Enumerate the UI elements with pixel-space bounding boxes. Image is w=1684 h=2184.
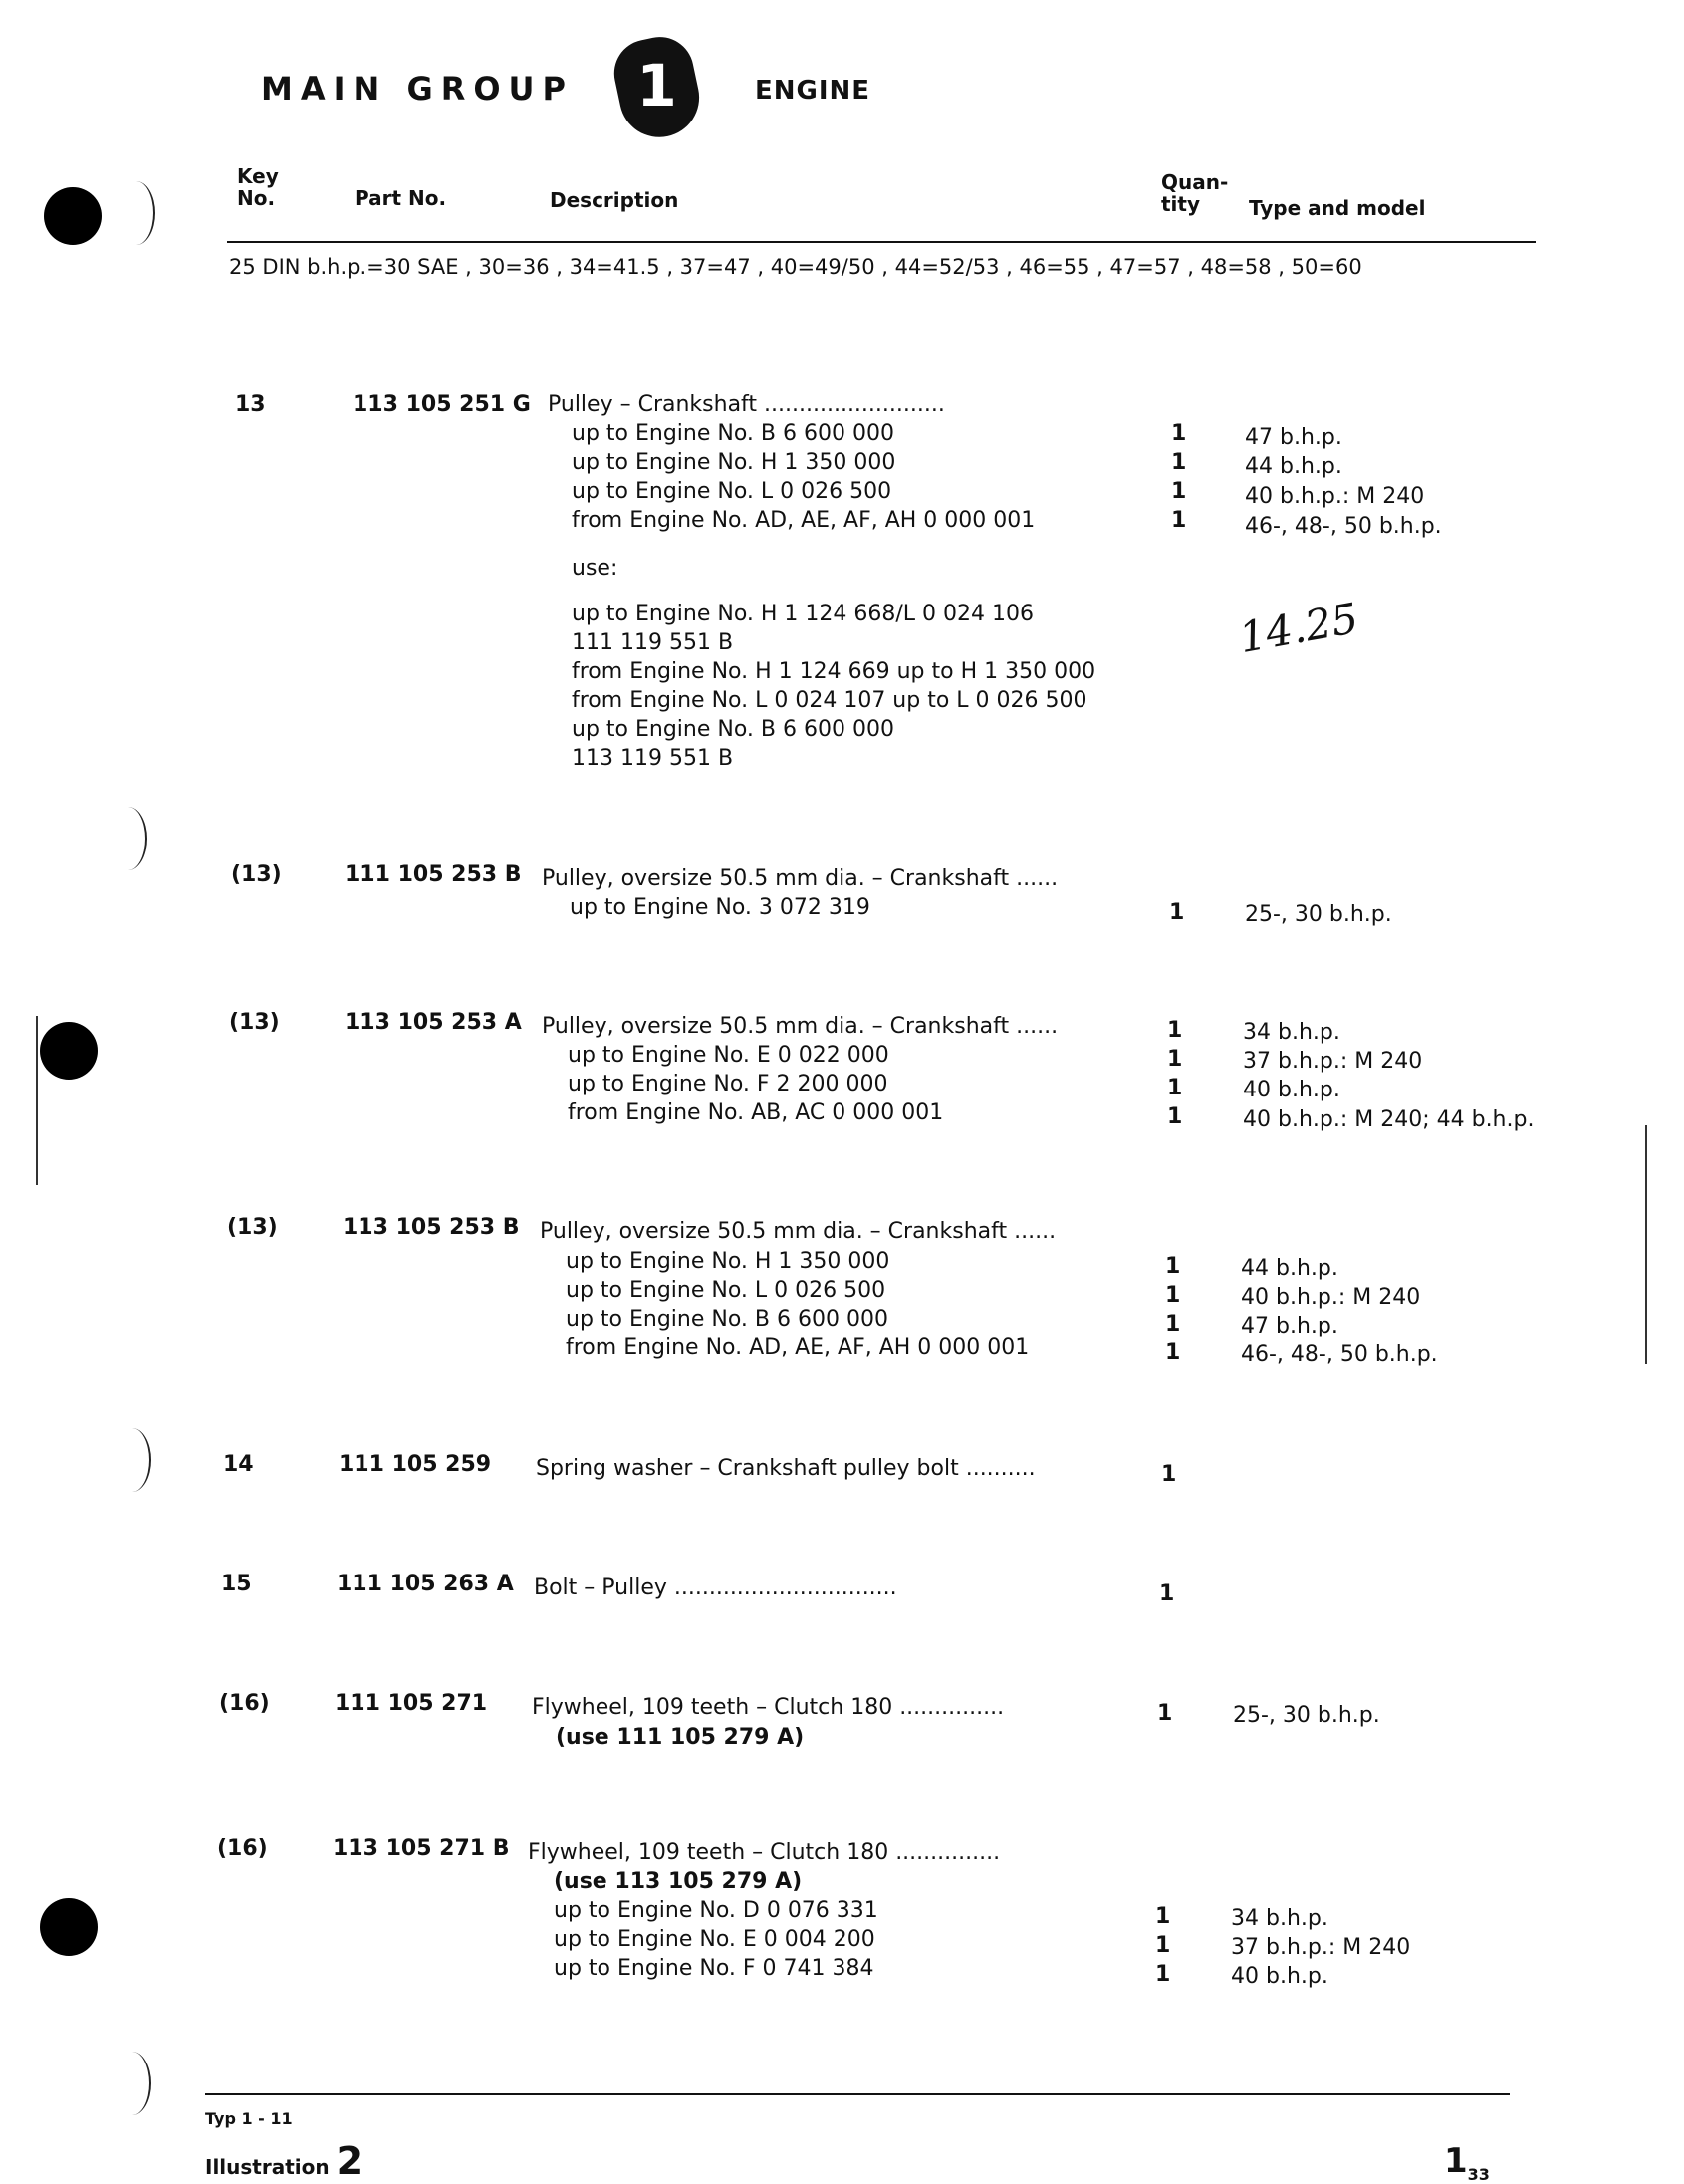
type-model: 34 b.h.p. xyxy=(1231,1906,1328,1931)
key-no: (13) xyxy=(229,1010,280,1035)
footer-typ: Typ 1 - 11 xyxy=(205,2109,293,2128)
applicability-line: up to Engine No. E 0 004 200 xyxy=(554,1927,875,1952)
type-model: 25-, 30 b.h.p. xyxy=(1233,1703,1380,1728)
key-no: 15 xyxy=(221,1572,252,1596)
quantity: 1 xyxy=(1171,479,1187,504)
type-model: 40 b.h.p.: M 240 xyxy=(1245,484,1425,509)
quantity: 1 xyxy=(1155,1933,1171,1958)
part-no: 111 105 259 xyxy=(339,1452,492,1477)
part-no: 113 105 253 B xyxy=(343,1215,520,1240)
conversion-note: 25 DIN b.h.p.=30 SAE , 30=36 , 34=41.5 , 37=47 , 40=49/50 , 44=52/53 , 46=55 , 47=57 , 48=58 , 50=60 xyxy=(229,255,1362,279)
supersession-note: (use 111 105 279 A) xyxy=(556,1725,805,1750)
description: Pulley – Crankshaft .......................... xyxy=(548,392,945,417)
part-no: 111 105 271 xyxy=(335,1691,488,1716)
type-model: 47 b.h.p. xyxy=(1241,1314,1338,1338)
quantity: 1 xyxy=(1171,421,1187,446)
applicability-line: from Engine No. AD, AE, AF, AH 0 000 001 xyxy=(566,1335,1030,1360)
quantity: 1 xyxy=(1165,1312,1181,1336)
part-no: 111 105 263 A xyxy=(337,1572,514,1596)
part-no: 113 105 251 G xyxy=(353,392,531,417)
col-description: Description xyxy=(550,188,679,212)
group-number: 1 xyxy=(636,52,677,121)
applicability-line: up to Engine No. H 1 350 000 xyxy=(572,450,896,475)
page-main: 1 xyxy=(1444,2141,1468,2181)
description: Pulley, oversize 50.5 mm dia. – Crankshaft ...... xyxy=(542,1014,1059,1039)
col-quantity: Quan- tity xyxy=(1161,170,1229,216)
col-key-no: Key No. xyxy=(237,164,279,210)
applicability-line: up to Engine No. D 0 076 331 xyxy=(554,1898,878,1923)
applicability-line: up to Engine No. B 6 600 000 xyxy=(566,1307,888,1332)
type-model: 47 b.h.p. xyxy=(1245,425,1342,450)
col-part-no: Part No. xyxy=(355,186,447,210)
applicability-line: up to Engine No. B 6 600 000 xyxy=(572,421,894,446)
part-no: 113 105 271 B xyxy=(333,1836,510,1861)
type-model: 40 b.h.p.: M 240 xyxy=(1241,1285,1421,1310)
footer-rule xyxy=(205,2093,1510,2095)
page-sub: 33 xyxy=(1467,2164,1490,2184)
quantity: 1 xyxy=(1155,1962,1171,1987)
quantity: 1 xyxy=(1157,1701,1173,1726)
applicability-line: from Engine No. AD, AE, AF, AH 0 000 001 xyxy=(572,508,1036,533)
supersession-note: (use 113 105 279 A) xyxy=(554,1869,803,1894)
quantity: 1 xyxy=(1159,1581,1175,1606)
scan-edge-line xyxy=(1645,1125,1647,1364)
binder-arc xyxy=(114,2052,151,2115)
use-line: up to Engine No. B 6 600 000 xyxy=(572,717,894,742)
type-model: 40 b.h.p. xyxy=(1231,1964,1328,1989)
type-model: 40 b.h.p.: M 240; 44 b.h.p. xyxy=(1243,1107,1535,1132)
applicability-line: from Engine No. AB, AC 0 000 001 xyxy=(568,1100,944,1125)
footer-illustration xyxy=(205,2139,362,2183)
type-model: 44 b.h.p. xyxy=(1245,454,1342,479)
description: Pulley, oversize 50.5 mm dia. – Crankshaft ...... xyxy=(542,866,1059,891)
quantity: 1 xyxy=(1167,1076,1183,1100)
type-model: 44 b.h.p. xyxy=(1241,1256,1338,1281)
key-no: 14 xyxy=(223,1452,254,1477)
main-group-label: MAIN GROUP xyxy=(261,70,574,108)
punch-hole xyxy=(40,1898,98,1956)
part-no: 113 105 253 A xyxy=(345,1010,522,1035)
binder-arc xyxy=(118,181,155,245)
type-model: 25-, 30 b.h.p. xyxy=(1245,902,1392,927)
type-model: 46-, 48-, 50 b.h.p. xyxy=(1245,514,1442,539)
applicability-line: up to Engine No. E 0 022 000 xyxy=(568,1043,889,1068)
applicability-line: up to Engine No. H 1 350 000 xyxy=(566,1249,890,1274)
quantity: 1 xyxy=(1167,1047,1183,1072)
description: Bolt – Pulley ................................ xyxy=(534,1576,897,1600)
quantity: 1 xyxy=(1171,508,1187,533)
quantity: 1 xyxy=(1169,900,1185,925)
group-number-badge xyxy=(607,31,706,144)
key-no: 13 xyxy=(235,392,266,417)
applicability-line: up to Engine No. F 2 200 000 xyxy=(568,1072,888,1096)
applicability-line: up to Engine No. L 0 026 500 xyxy=(566,1278,886,1303)
handwritten-note: 14.25 xyxy=(1235,593,1362,663)
quantity: 1 xyxy=(1165,1254,1181,1279)
key-no: (13) xyxy=(227,1215,278,1240)
binder-arc xyxy=(110,807,147,870)
type-model: 37 b.h.p.: M 240 xyxy=(1231,1935,1411,1960)
section-title: ENGINE xyxy=(755,76,871,106)
use-label: use: xyxy=(572,556,618,581)
illustration-label: Illustration xyxy=(205,2155,330,2179)
quantity: 1 xyxy=(1167,1018,1183,1043)
use-line: 113 119 551 B xyxy=(572,746,734,771)
scan-edge-line xyxy=(36,1016,38,1185)
description: Flywheel, 109 teeth – Clutch 180 ............... xyxy=(532,1695,1005,1720)
quantity: 1 xyxy=(1165,1340,1181,1365)
use-line: from Engine No. H 1 124 669 up to H 1 350 000 xyxy=(572,659,1096,684)
punch-hole xyxy=(44,187,102,245)
part-no: 111 105 253 B xyxy=(345,862,522,887)
type-model: 40 b.h.p. xyxy=(1243,1078,1340,1102)
use-line: up to Engine No. H 1 124 668/L 0 024 106 xyxy=(572,602,1035,626)
applicability-line: up to Engine No. F 0 741 384 xyxy=(554,1956,874,1981)
quantity: 1 xyxy=(1161,1462,1177,1487)
type-model: 34 b.h.p. xyxy=(1243,1020,1340,1045)
illustration-number: 2 xyxy=(336,2139,363,2183)
description: Flywheel, 109 teeth – Clutch 180 ............... xyxy=(528,1840,1001,1865)
applicability-line: up to Engine No. 3 072 319 xyxy=(570,895,870,920)
quantity: 1 xyxy=(1155,1904,1171,1929)
punch-hole xyxy=(40,1022,98,1080)
type-model: 37 b.h.p.: M 240 xyxy=(1243,1049,1423,1074)
col-type-model: Type and model xyxy=(1249,196,1426,220)
description: Spring washer – Crankshaft pulley bolt .......... xyxy=(536,1456,1036,1481)
type-model: 46-, 48-, 50 b.h.p. xyxy=(1241,1342,1438,1367)
quantity: 1 xyxy=(1171,450,1187,475)
use-line: 111 119 551 B xyxy=(572,630,734,655)
description: Pulley, oversize 50.5 mm dia. – Crankshaft ...... xyxy=(540,1219,1057,1244)
key-no: (13) xyxy=(231,862,282,887)
binder-arc xyxy=(114,1428,151,1492)
quantity: 1 xyxy=(1167,1104,1183,1129)
page-number xyxy=(1444,2141,1490,2184)
use-line: from Engine No. L 0 024 107 up to L 0 026 500 xyxy=(572,688,1087,713)
quantity: 1 xyxy=(1165,1283,1181,1308)
header-rule xyxy=(227,241,1536,243)
key-no: (16) xyxy=(217,1836,268,1861)
key-no: (16) xyxy=(219,1691,270,1716)
applicability-line: up to Engine No. L 0 026 500 xyxy=(572,479,892,504)
